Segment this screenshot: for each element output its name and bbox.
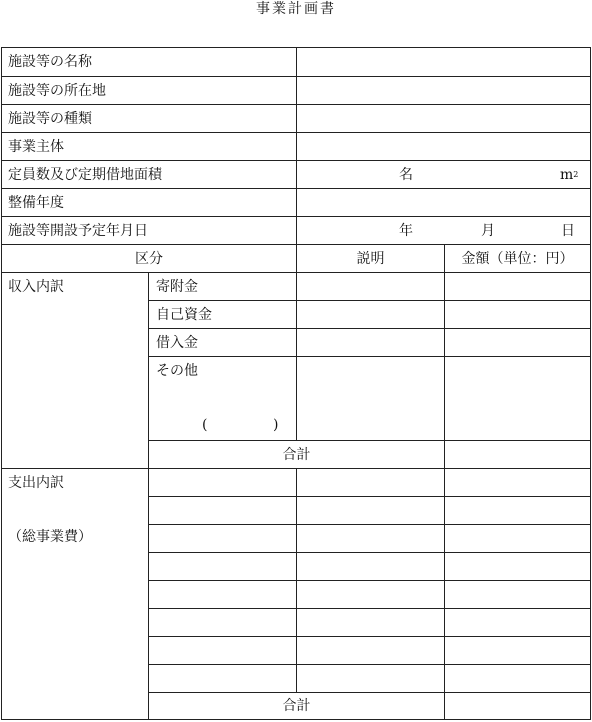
header-amount: 金額（単位：円） xyxy=(461,250,574,267)
expense-row-item[interactable] xyxy=(149,497,296,524)
field-operator[interactable] xyxy=(297,133,590,160)
field-facility-type[interactable] xyxy=(297,105,590,132)
income-item-own-funds: 自己資金 xyxy=(156,306,212,323)
field-donation-amount[interactable] xyxy=(445,273,590,300)
expense-section-label: 支出内訳 xyxy=(8,474,64,491)
label-facility-name: 施設等の名称 xyxy=(8,54,92,70)
field-facility-location[interactable] xyxy=(297,77,590,104)
field-borrowing-amount[interactable] xyxy=(445,329,590,356)
expense-section-sublabel: （総事業費） xyxy=(8,529,92,545)
field-capacity-area[interactable] xyxy=(297,161,590,188)
label-capacity-area: 定員数及び定期借地面積 xyxy=(8,166,162,183)
expense-row-item[interactable] xyxy=(149,469,296,496)
field-donation-description[interactable] xyxy=(297,273,444,300)
field-facility-name[interactable] xyxy=(297,48,590,76)
field-other-specify[interactable] xyxy=(160,412,275,438)
field-maintenance-year[interactable] xyxy=(297,189,590,216)
field-other-description[interactable] xyxy=(297,357,444,440)
field-own-funds-amount[interactable] xyxy=(445,301,590,328)
day-unit: 日 xyxy=(561,222,575,239)
label-facility-type: 施設等の種類 xyxy=(8,110,92,127)
expense-row-item[interactable] xyxy=(149,525,296,552)
field-borrowing-description[interactable] xyxy=(297,329,444,356)
other-paren-close: ) xyxy=(273,417,279,433)
label-maintenance-year: 整備年度 xyxy=(8,194,64,211)
header-category: 区分 xyxy=(135,250,163,267)
month-unit: 月 xyxy=(481,222,495,239)
income-item-other: その他 xyxy=(156,363,198,379)
label-facility-location: 施設等の所在地 xyxy=(8,82,106,99)
expense-row-item[interactable] xyxy=(149,637,296,664)
income-item-borrowing: 借入金 xyxy=(156,334,198,351)
income-item-donation: 寄附金 xyxy=(156,278,198,295)
field-opening-date[interactable] xyxy=(297,217,590,244)
expense-row-item[interactable] xyxy=(149,609,296,636)
expense-row-item[interactable] xyxy=(149,665,296,692)
expense-row-item[interactable] xyxy=(149,581,296,608)
year-unit: 年 xyxy=(399,222,413,239)
income-section-label: 収入内訳 xyxy=(8,278,64,295)
income-total-label: 合計 xyxy=(282,446,311,463)
header-description: 説明 xyxy=(356,250,385,267)
area-unit-base: m xyxy=(560,166,574,183)
field-income-total-amount[interactable] xyxy=(445,441,590,468)
label-operator: 事業主体 xyxy=(8,138,64,155)
other-paren-open: ( xyxy=(202,417,208,433)
capacity-unit: 名 xyxy=(399,166,413,183)
expense-total-label: 合計 xyxy=(282,698,311,714)
expense-row-item[interactable] xyxy=(149,553,296,580)
field-own-funds-description[interactable] xyxy=(297,301,444,328)
area-unit xyxy=(560,161,578,188)
field-other-amount[interactable] xyxy=(445,357,590,440)
field-expense-total-amount[interactable] xyxy=(445,693,590,719)
area-unit-superscript: 2 xyxy=(573,169,579,179)
document-title: 事業計画書 xyxy=(256,1,336,17)
label-opening-date: 施設等開設予定年月日 xyxy=(8,222,148,239)
